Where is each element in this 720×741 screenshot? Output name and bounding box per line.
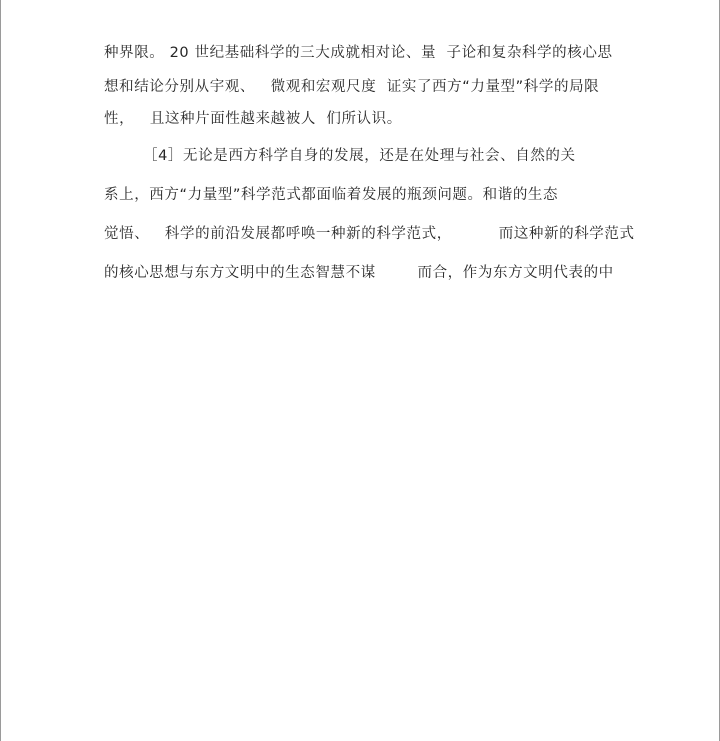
paragraph-line-1: 种界限。 20 世纪基础科学的三大成就相对论、量 子论和复杂科学的核心思	[104, 45, 613, 61]
paragraph-line-7: 的核心思想与东方文明中的生态智慧不谋 而合，作为东方文明代表的中	[104, 265, 614, 281]
paragraph-line-3: 性， 且这种片面性越来越被人 们所认识。	[104, 111, 402, 127]
paragraph-line-2: 想和结论分别从宇观、 微观和宏观尺度 证实了西方“力量型”科学的局限	[104, 79, 600, 95]
paragraph-line-6: 觉悟、 科学的前沿发展都呼唤一种新的科学范式， 而这种新的科学范式	[104, 226, 635, 242]
paragraph-line-5: 系上，西方“力量型”科学范式都面临着发展的瓶颈问题。和谐的生态	[104, 187, 559, 203]
paragraph-line-4: ［4］无论是西方科学自身的发展，还是在处理与社会、自然的关	[143, 148, 576, 164]
